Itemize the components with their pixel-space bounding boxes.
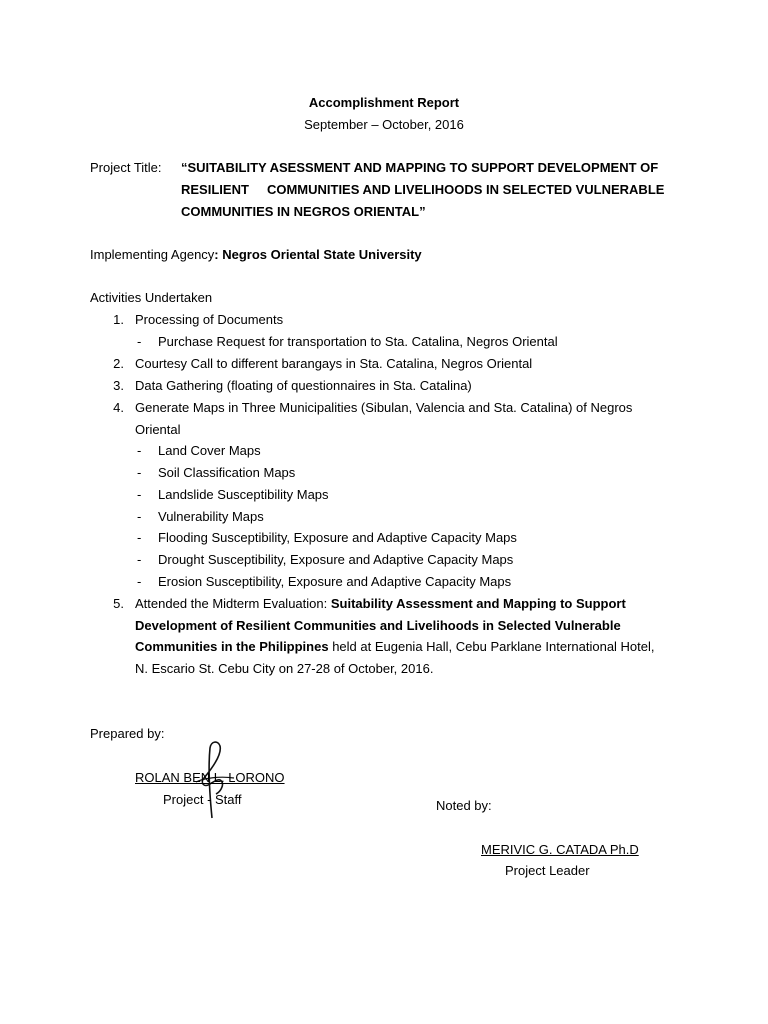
report-title: Accomplishment Report: [308, 95, 460, 110]
sub-list-item-text: Vulnerability Maps: [158, 509, 264, 524]
project-title-line-3: COMMUNITIES IN NEGROS ORIENTAL”: [181, 204, 426, 219]
event-venue: held at Eugenia Hall, Cebu Parklane International Hotel,: [328, 639, 655, 654]
list-item-text: Generate Maps in Three Municipalities (Sibulan, Valencia and Sta. Catalina) of Negros: [135, 400, 633, 415]
prepared-by-label: Prepared by:: [90, 726, 165, 741]
dash-bullet: -: [137, 552, 142, 567]
list-item-text: Courtesy Call to different barangays in Sta. Catalina, Negros Oriental: [135, 356, 533, 371]
sub-list-item-text: Drought Susceptibility, Exposure and Adaptive Capacity Maps: [158, 552, 514, 567]
sub-list-item-text: Flooding Susceptibility, Exposure and Adaptive Capacity Maps: [158, 530, 517, 545]
list-item-text: Data Gathering (floating of questionnaires in Sta. Catalina): [135, 378, 472, 393]
project-title-label: Project Title:: [90, 160, 162, 175]
report-period: September – October, 2016: [304, 117, 464, 132]
dash-bullet: -: [137, 443, 142, 458]
agency-name: Negros Oriental State University: [222, 247, 422, 262]
dash-bullet: -: [137, 334, 142, 349]
dash-bullet: -: [137, 465, 142, 480]
event-title-part-2: Development of Resilient Communities and Livelihoods in Selected Vulnerable: [135, 618, 621, 633]
dash-bullet: -: [137, 509, 142, 524]
list-number: 4.: [113, 400, 124, 415]
preparer-role: Project - Staff: [163, 792, 242, 807]
dash-bullet: -: [137, 530, 142, 545]
dash-bullet: -: [137, 574, 142, 589]
event-title-part-1: Suitability Assessment and Mapping to Support: [330, 596, 626, 611]
sub-list-item-text: Land Cover Maps: [158, 443, 261, 458]
preparer-name: ROLAN BEN L. LORONO: [135, 770, 285, 785]
activities-heading: Activities Undertaken: [90, 290, 213, 305]
list-number: 2.: [113, 356, 124, 371]
list-item-text: Attended the Midterm Evaluation:: [135, 596, 331, 611]
list-number: 1.: [113, 312, 124, 327]
list-item-text: Processing of Documents: [135, 312, 284, 327]
sub-list-item-text: Landslide Susceptibility Maps: [158, 487, 329, 502]
project-title-line-2: RESILIENT COMMUNITIES AND LIVELIHOODS IN SELECTED VULNERABLE: [181, 182, 665, 197]
event-title-part-3: Communities in the Philippines: [135, 639, 329, 654]
sub-list-item-text: Soil Classification Maps: [158, 465, 296, 480]
noted-by-label: Noted by:: [436, 798, 492, 813]
sub-list-item-text: Erosion Susceptibility, Exposure and Adaptive Capacity Maps: [158, 574, 512, 589]
list-item-text-continued: Oriental: [135, 422, 181, 437]
agency-colon: :: [214, 247, 223, 262]
implementing-agency: [90, 244, 422, 266]
project-title-line-1: “SUITABILITY ASESSMENT AND MAPPING TO SUPPORT DEVELOPMENT OF: [181, 160, 659, 175]
agency-label: Implementing Agency: [90, 247, 215, 262]
dash-bullet: -: [137, 487, 142, 502]
list-number: 5.: [113, 596, 124, 611]
sub-list-item-text: Purchase Request for transportation to Sta. Catalina, Negros Oriental: [158, 334, 558, 349]
noter-role: Project Leader: [505, 863, 590, 878]
list-number: 3.: [113, 378, 124, 393]
noter-name: MERIVIC G. CATADA Ph.D: [481, 842, 639, 857]
event-location-date: N. Escario St. Cebu City on 27-28 of October, 2016.: [135, 661, 434, 676]
